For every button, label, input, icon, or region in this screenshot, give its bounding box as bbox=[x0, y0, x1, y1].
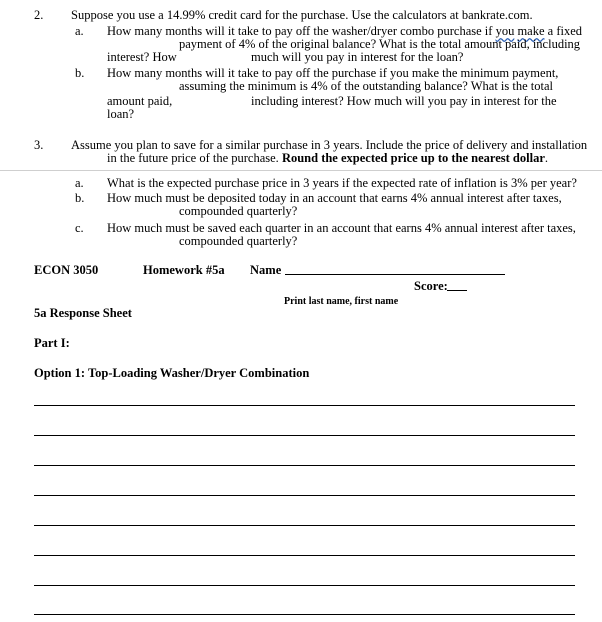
q2b-line4: loan? bbox=[107, 107, 135, 121]
q3a-label: a. bbox=[75, 176, 84, 190]
q2-stem: Suppose you use a 14.99% credit card for the purchase. Use the calculators at bankrate.com. bbox=[71, 8, 533, 22]
q3-bold-instruction: Round the expected price up to the nearest dollar bbox=[281, 151, 545, 165]
option-heading: Option 1: Top-Loading Washer/Dryer Combination bbox=[34, 366, 310, 380]
score-field[interactable] bbox=[447, 290, 467, 291]
name-label: Name bbox=[250, 263, 282, 277]
q3-stem-line1: Assume you plan to save for a similar purchase in 3 years. Include the price of delivery and installation bbox=[71, 138, 588, 152]
q2a-line1: How many months will it take to pay off the washer/dryer combo purchase if you make a fixed bbox=[107, 24, 582, 38]
q3c-label: c. bbox=[75, 221, 84, 235]
q2a-label: a. bbox=[75, 24, 84, 38]
q3a-line1: What is the expected purchase price in 3 years if the expected rate of inflation is 3% per year? bbox=[107, 176, 577, 190]
q2-number: 2. bbox=[34, 8, 44, 22]
score-label: Score: bbox=[414, 279, 448, 293]
answer-line-2[interactable] bbox=[34, 435, 575, 436]
spellcheck-make: make bbox=[517, 24, 545, 38]
response-sheet-title: 5a Response Sheet bbox=[34, 306, 132, 320]
print-name-note: Print last name, first name bbox=[284, 296, 399, 307]
answer-line-4[interactable] bbox=[34, 495, 575, 496]
course-code: ECON 3050 bbox=[34, 263, 99, 277]
name-field[interactable] bbox=[285, 274, 505, 275]
answer-line-3[interactable] bbox=[34, 465, 575, 466]
q2b-line3a: amount paid, bbox=[107, 94, 173, 108]
q3-number: 3. bbox=[34, 138, 44, 152]
q2a-line3a: interest? How bbox=[107, 50, 177, 64]
q3b-line1: How much must be deposited today in an account that earns 4% annual interest after taxes, bbox=[107, 191, 562, 205]
q3b-label: b. bbox=[75, 191, 85, 205]
q3c-line2: compounded quarterly? bbox=[179, 234, 298, 248]
q2b-line1: How many months will it take to pay off the purchase if you make the minimum payment, bbox=[107, 66, 559, 80]
q2b-line2: assuming the minimum is 4% of the outstanding balance? What is the total bbox=[179, 79, 554, 93]
q2b-label: b. bbox=[75, 66, 85, 80]
q3c-line1: How much must be saved each quarter in an account that earns 4% annual interest after taxes, bbox=[107, 221, 576, 235]
q2a-line3b: much will you pay in interest for the loan? bbox=[251, 50, 464, 64]
spellcheck-you: you bbox=[495, 24, 515, 38]
q2a-line2: payment of 4% of the original balance? What is the total amount paid, including bbox=[179, 37, 581, 51]
page-separator bbox=[0, 170, 602, 171]
answer-line-6[interactable] bbox=[34, 555, 575, 556]
q3-stem-line2: in the future price of the purchase. Round the expected price up to the nearest dollar. bbox=[107, 151, 549, 165]
homework-title: Homework #5a bbox=[143, 263, 225, 277]
answer-line-8[interactable] bbox=[34, 614, 575, 615]
q3b-line2: compounded quarterly? bbox=[179, 204, 298, 218]
answer-line-7[interactable] bbox=[34, 585, 575, 586]
q2b-line3b: including interest? How much will you pay in interest for the bbox=[251, 94, 557, 108]
answer-line-5[interactable] bbox=[34, 525, 575, 526]
answer-line-1[interactable] bbox=[34, 405, 575, 406]
part-heading: Part I: bbox=[34, 336, 70, 350]
